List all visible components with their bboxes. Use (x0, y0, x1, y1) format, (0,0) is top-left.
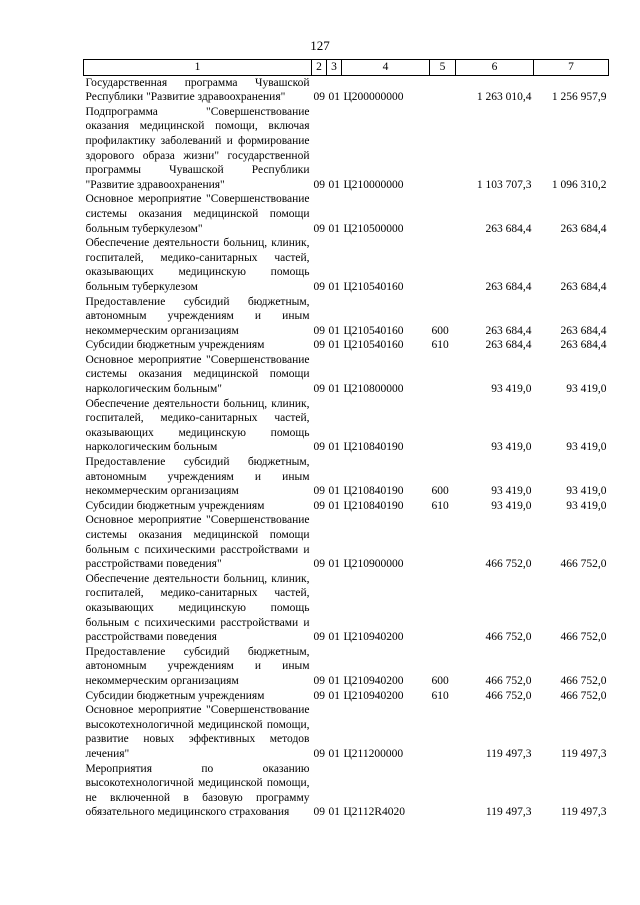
row-expense-type: 610 (431, 499, 449, 512)
row-expense-type (430, 513, 456, 571)
row-amount-year2: 466 752,0 (560, 631, 607, 644)
table-row (84, 455, 609, 499)
row-subsection: 01 (328, 806, 340, 819)
row-chapter: 09 (313, 178, 325, 191)
row-expense-type (430, 192, 456, 236)
row-name: Обеспечение деятельности больниц, клиник, госпиталей, медико-санитарных частей, оказывающих медицинскую помощь наркологическим больным (85, 397, 310, 454)
row-chapter: 09 (313, 280, 325, 293)
row-expense-type (430, 353, 456, 397)
row-amount-year2: 466 752,0 (560, 674, 607, 687)
header-col-7: 7 (534, 60, 609, 76)
row-expense-type: 600 (431, 324, 449, 337)
row-target-article: Ц210540160 (343, 339, 404, 352)
row-amount-year1: 93 419,0 (491, 441, 532, 454)
row-amount-year1: 263 684,4 (485, 339, 532, 352)
row-amount-year2: 1 256 957,9 (551, 91, 607, 104)
row-name: Субсидии бюджетным учреждениям (85, 499, 265, 512)
row-amount-year2: 1 096 310,2 (551, 178, 607, 191)
row-amount-year2: 263 684,4 (560, 222, 607, 235)
header-col-2: 2 (312, 60, 327, 76)
row-chapter: 09 (313, 441, 325, 454)
row-name: Обеспечение деятельности больниц, клиник, госпиталей, медико-санитарных частей, оказывающих медицинскую помощь больным туберкулезом (85, 237, 310, 293)
row-chapter: 09 (313, 631, 325, 644)
table-row (84, 645, 609, 689)
row-subsection: 01 (328, 499, 340, 512)
row-chapter: 09 (313, 806, 325, 819)
row-expense-type: 600 (431, 674, 449, 687)
row-name: Основное мероприятие "Совершенствование системы оказания медицинской помощи больным с психическими расстройствами и расстройствами поведения" (85, 514, 310, 571)
row-amount-year1: 93 419,0 (491, 499, 532, 512)
row-target-article: Ц200000000 (343, 91, 404, 104)
row-chapter: 09 (313, 91, 325, 104)
row-chapter: 09 (313, 383, 325, 396)
row-subsection: 01 (328, 280, 340, 293)
row-subsection: 01 (328, 441, 340, 454)
row-name: Основное мероприятие "Совершенствование системы оказания медицинской помощи наркологическим больным" (85, 353, 310, 396)
row-chapter: 09 (313, 499, 325, 512)
row-amount-year1: 119 497,3 (485, 806, 532, 819)
row-subsection: 01 (328, 222, 340, 235)
row-chapter: 09 (313, 222, 325, 235)
header-col-3: 3 (327, 60, 342, 76)
row-target-article: Ц210840190 (343, 485, 404, 498)
row-amount-year2: 119 497,3 (560, 747, 607, 760)
row-amount-year1: 93 419,0 (491, 485, 532, 498)
table-row (84, 105, 609, 193)
row-subsection: 01 (328, 689, 340, 702)
row-subsection: 01 (328, 674, 340, 687)
row-amount-year1: 263 684,4 (485, 324, 532, 337)
page-number: 127 (310, 38, 330, 53)
table-row (84, 499, 609, 514)
table-row (84, 397, 609, 455)
row-subsection: 01 (328, 383, 340, 396)
row-target-article: Ц210000000 (343, 178, 404, 191)
row-expense-type (430, 397, 456, 455)
row-amount-year1: 93 419,0 (491, 383, 532, 396)
row-target-article: Ц210900000 (343, 558, 404, 571)
row-amount-year2: 263 684,4 (560, 280, 607, 293)
row-amount-year1: 466 752,0 (485, 558, 532, 571)
row-expense-type (430, 105, 456, 193)
table-row (84, 513, 609, 571)
row-amount-year2: 93 419,0 (566, 441, 607, 454)
row-expense-type (430, 75, 456, 105)
row-subsection: 01 (328, 747, 340, 760)
row-name: Предоставление субсидий бюджетным, автономным учреждениям и иным некоммерческим организациям (85, 456, 310, 498)
row-target-article: Ц210540160 (343, 280, 404, 293)
row-chapter: 09 (313, 324, 325, 337)
row-amount-year2: 93 419,0 (566, 499, 607, 512)
row-expense-type: 610 (431, 689, 449, 702)
row-name: Обеспечение деятельности больниц, клиник, госпиталей, медико-санитарных частей, оказывающих медицинскую помощь больным с психическими расстройствами и расстройствами поведения (85, 572, 310, 644)
table-row (84, 762, 609, 820)
row-chapter: 09 (313, 747, 325, 760)
row-expense-type (430, 572, 456, 645)
table-row (84, 338, 609, 353)
row-target-article: Ц210940200 (343, 631, 404, 644)
row-amount-year1: 466 752,0 (485, 674, 532, 687)
row-subsection: 01 (328, 485, 340, 498)
row-amount-year2: 263 684,4 (560, 324, 607, 337)
row-expense-type (430, 236, 456, 294)
row-amount-year2: 466 752,0 (560, 558, 607, 571)
table-header-row (84, 60, 609, 76)
row-expense-type: 600 (431, 485, 449, 498)
row-target-article: Ц210840190 (343, 441, 404, 454)
table-row (84, 192, 609, 236)
row-name: Подпрограмма "Совершенствование оказания медицинской помощи, включая профилактику заболеваний и формирование здорового образа жизни" государственной программы Чувашской Республики "Развитие здравоохранения" (85, 105, 310, 191)
row-target-article: Ц210800000 (343, 383, 404, 396)
row-target-article: Ц210540160 (343, 324, 404, 337)
row-chapter: 09 (313, 485, 325, 498)
row-chapter: 09 (313, 689, 325, 702)
row-chapter: 09 (313, 558, 325, 571)
row-name: Субсидии бюджетным учреждениям (85, 689, 265, 702)
row-subsection: 01 (328, 178, 340, 191)
row-target-article: Ц210840190 (343, 499, 404, 512)
header-col-1: 1 (84, 60, 312, 76)
row-amount-year1: 466 752,0 (485, 631, 532, 644)
row-amount-year2: 119 497,3 (560, 806, 607, 819)
row-expense-type (430, 762, 456, 820)
row-amount-year2: 93 419,0 (566, 383, 607, 396)
row-name: Предоставление субсидий бюджетным, автономным учреждениям и иным некоммерческим организациям (85, 645, 310, 687)
row-expense-type: 610 (431, 339, 449, 352)
row-target-article: Ц210940200 (343, 674, 404, 687)
row-name: Субсидии бюджетным учреждениям (85, 339, 265, 352)
row-amount-year2: 93 419,0 (566, 485, 607, 498)
row-chapter: 09 (313, 674, 325, 687)
table-row (84, 236, 609, 294)
row-target-article: Ц210940200 (343, 689, 404, 702)
row-subsection: 01 (328, 558, 340, 571)
header-col-6: 6 (456, 60, 534, 76)
row-amount-year1: 263 684,4 (485, 222, 532, 235)
row-amount-year1: 466 752,0 (485, 689, 532, 702)
row-amount-year1: 1 263 010,4 (476, 91, 532, 104)
row-expense-type (430, 703, 456, 761)
row-amount-year1: 119 497,3 (485, 747, 532, 760)
header-col-5: 5 (430, 60, 456, 76)
row-amount-year1: 263 684,4 (485, 280, 532, 293)
table-row (84, 75, 609, 105)
row-name: Предоставление субсидий бюджетным, автономным учреждениям и иным некоммерческим организациям (85, 295, 310, 337)
row-name: Мероприятия по оказанию высокотехнологичной медицинской помощи, не включенной в базовую программу обязательного медицинского страхования (85, 762, 310, 819)
row-name: Государственная программа Чувашской Республики "Развитие здравоохранения" (85, 76, 310, 104)
row-amount-year1: 1 103 707,3 (476, 178, 532, 191)
row-subsection: 01 (328, 324, 340, 337)
table-row (84, 353, 609, 397)
header-col-4: 4 (342, 60, 430, 76)
row-amount-year2: 466 752,0 (560, 689, 607, 702)
table-row (84, 572, 609, 645)
table-row (84, 295, 609, 339)
row-target-article: Ц211200000 (343, 747, 404, 760)
table-row (84, 703, 609, 761)
table-row (84, 689, 609, 704)
row-target-article: Ц210500000 (343, 222, 404, 235)
budget-table (83, 59, 609, 820)
row-name: Основное мероприятие "Совершенствование системы оказания медицинской помощи больным туберкулезом" (85, 193, 310, 235)
row-amount-year2: 263 684,4 (560, 339, 607, 352)
row-subsection: 01 (328, 631, 340, 644)
row-subsection: 01 (328, 339, 340, 352)
row-subsection: 01 (328, 91, 340, 104)
row-target-article: Ц2112R4020 (343, 806, 406, 819)
row-name: Основное мероприятие "Совершенствование высокотехнологичной медицинской помощи, развитие новых эффективных методов лечения" (85, 704, 310, 760)
row-chapter: 09 (313, 339, 325, 352)
